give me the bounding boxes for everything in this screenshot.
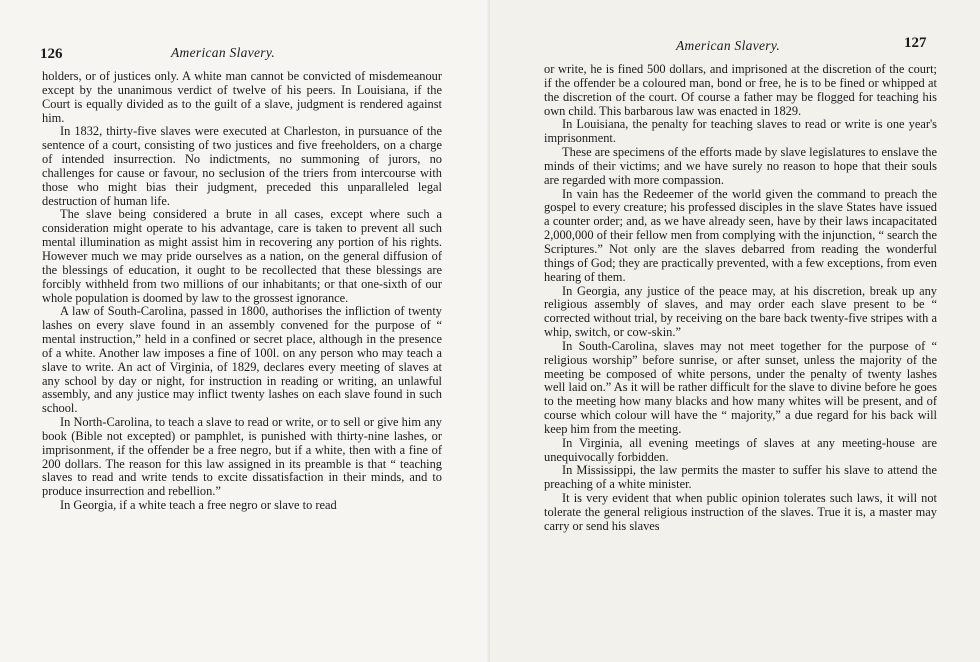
running-head: American Slavery. [171,45,276,60]
paragraph: The slave being considered a brute in all cases, except where such a consideration might operate to his advantage, care is taken to prevent all such mental illumination as might assist him in recovering any portion of his rights. However much we may pride ourselves as a nation, on the general diffusion of the blessings of education, it ought to be recollected that these blessings are forcibly withheld from two millions of our inhabitants; or that one-sixth of our whole population is doomed by law to the grossest ignorance. [42,207,442,305]
paragraph: In South-Carolina, slaves may not meet together for the purpose of “ religious worship” before sunrise, or after sunset, unless the majority of the meeting be composed of white persons, under the penalty of twenty lashes well laid on.” As it will be rather difficult for the slave to divine before he goes to the meeting how many blacks and how many whites will be present, and of course which colour will have the “ majority,” a due regard for his back will keep him from the meeting. [544,338,937,436]
paragraph: A law of South-Carolina, passed in 1800, authorises the infliction of twenty lashes on every slave found in an assembly convened for the purpose of “ mental instruction,” held in a confined or secret place, although in the presence of a white. Another law imposes a fine of 100l. on any person who may teach a slave to write. An act of Virginia, of 1829, declares every meeting of slaves at any school by day or night, for instruction in reading or writing, an unlawful assembly, and any justice may inflict twenty lashes on each slave found in such school. [42,304,442,416]
page-body [42,70,442,513]
running-head: American Slavery. [676,38,781,53]
paragraph: In vain has the Redeemer of the world given the command to preach the gospel to every creature; his professed disciples in the slave States have issued a counter order; and, as we have already seen, have by their laws incapacitated 2,000,000 of their fellow men from complying with the injunction, “ search the Scriptures.” Not only are the slaves debarred from reading the wonderful things of God; they are practically prevented, with a few exceptions, from even hearing of them. [544,186,937,284]
page-number: 127 [904,35,927,51]
paragraph: In North-Carolina, to teach a slave to read or write, or to sell or give him any book (Bible not excepted) or pamphlet, is punished with thirty-nine lashes, or imprisonment, if the offender be a free negro, but if a white, then with a fine of 200 dollars. The reason for this law assigned in its preamble is that “ teaching slaves to read and write tends to excite dissatisfaction in their minds, and to produce insurrection and rebellion.” [42,415,442,499]
paragraph: In 1832, thirty-five slaves were executed at Charleston, in pursuance of the sentence of a court, consisting of two justices and five freeholders, on a charge of intended insurrection. No indictments, no summoning of jurors, no challenges for cause or favour, no seclusion of the triers from intercourse with those who might bias their judgment, preceded this unparalleled legal destruction of human life. [42,124,442,208]
paragraph: In Louisiana, the penalty for teaching slaves to read or write is one year's imprisonment. [544,117,937,146]
paragraph: or write, he is fined 500 dollars, and imprisoned at the discretion of the court; if the offender be a coloured man, bond or free, he is to be fined or whipped at the discretion of the court. Of course a father may be flogged for teaching his own child. This barbarous law was enacted in 1829. [544,62,937,118]
paragraph: It is very evident that when public opinion tolerates such laws, it will not tolerate the general religious instruction of the slaves. True it is, a master may carry or send his slaves [544,491,937,533]
paragraph: In Georgia, if a white teach a free negro or slave to read [60,498,337,513]
page-number: 126 [40,46,63,62]
paragraph: In Georgia, any justice of the peace may, at his discretion, break up any religious assembly of slaves, and may order each slave present to be “ corrected without trial, by receiving on the bare back twenty-five stripes with a whip, switch, or cow-skin.” [544,283,937,340]
paragraph: holders, or of justices only. A white man cannot be convicted of misdemeanour except by the unanimous verdict of twelve of his peers. In Louisiana, if the Court is equally divided as to the guilt of a slave, judgment is rendered against him. [42,69,442,125]
paragraph: In Virginia, all evening meetings of slaves at any meeting-house are unequivocally forbidden. [544,435,937,464]
paragraph: These are specimens of the efforts made by slave legislatures to enslave the minds of their victims; and we have surely no reason to hope that their souls are regarded with more compassion. [544,145,937,187]
page-body [544,63,937,534]
paragraph: In Mississippi, the law permits the master to suffer his slave to attend the preaching of a white minister. [544,463,937,492]
right-page [490,0,980,662]
